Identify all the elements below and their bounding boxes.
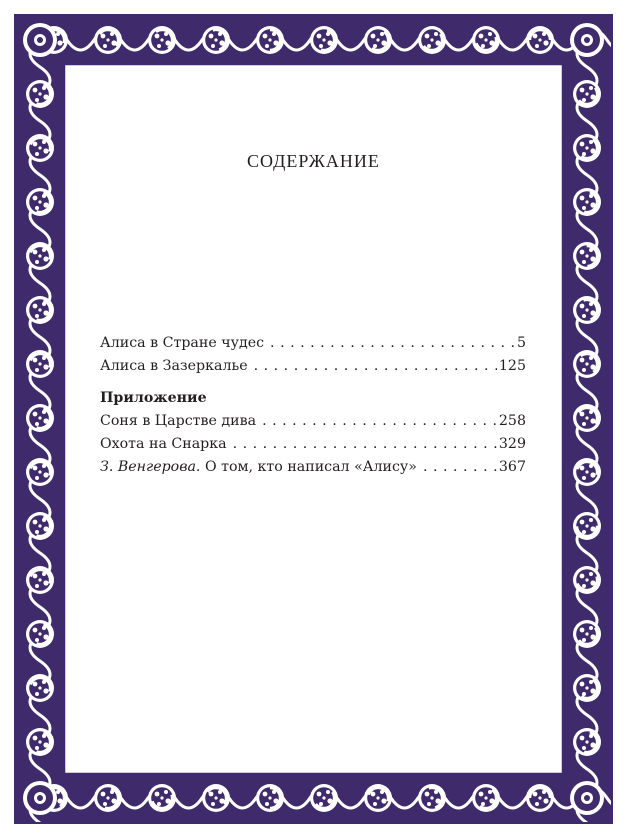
toc-entry[interactable] (100, 456, 526, 479)
toc-leader-dots (423, 456, 497, 479)
toc-entry-page: 5 (516, 335, 526, 351)
toc-entry-page: 125 (498, 358, 526, 374)
toc-entry-title (100, 456, 417, 479)
toc-entry[interactable] (100, 433, 526, 456)
toc-entry-author: З. Венгерова. (100, 459, 201, 475)
toc-entry-title-text: О том, кто написал «Алису» (204, 459, 417, 475)
toc-leader-dots (262, 410, 497, 433)
table-of-contents (100, 332, 526, 479)
appendix-heading: Приложение (100, 390, 207, 406)
toc-entry-page: 329 (498, 436, 526, 452)
toc-entry-title: Соня в Царстве дива (100, 413, 257, 429)
page-title: содержание (247, 146, 380, 173)
toc-entry-title: Алиса в Стране чудес (100, 335, 265, 351)
toc-leader-dots (254, 355, 497, 378)
toc-leader-dots (233, 433, 497, 456)
toc-entry-page: 258 (498, 413, 526, 429)
toc-entry[interactable] (100, 355, 526, 378)
toc-entry-title: Алиса в Зазеркалье (100, 358, 248, 374)
toc-leader-dots (270, 332, 515, 355)
toc-entry-page: 367 (498, 459, 526, 475)
toc-entry[interactable] (100, 332, 526, 355)
toc-entry-title: Охота на Снарка (100, 436, 227, 452)
toc-entry[interactable] (100, 410, 526, 433)
